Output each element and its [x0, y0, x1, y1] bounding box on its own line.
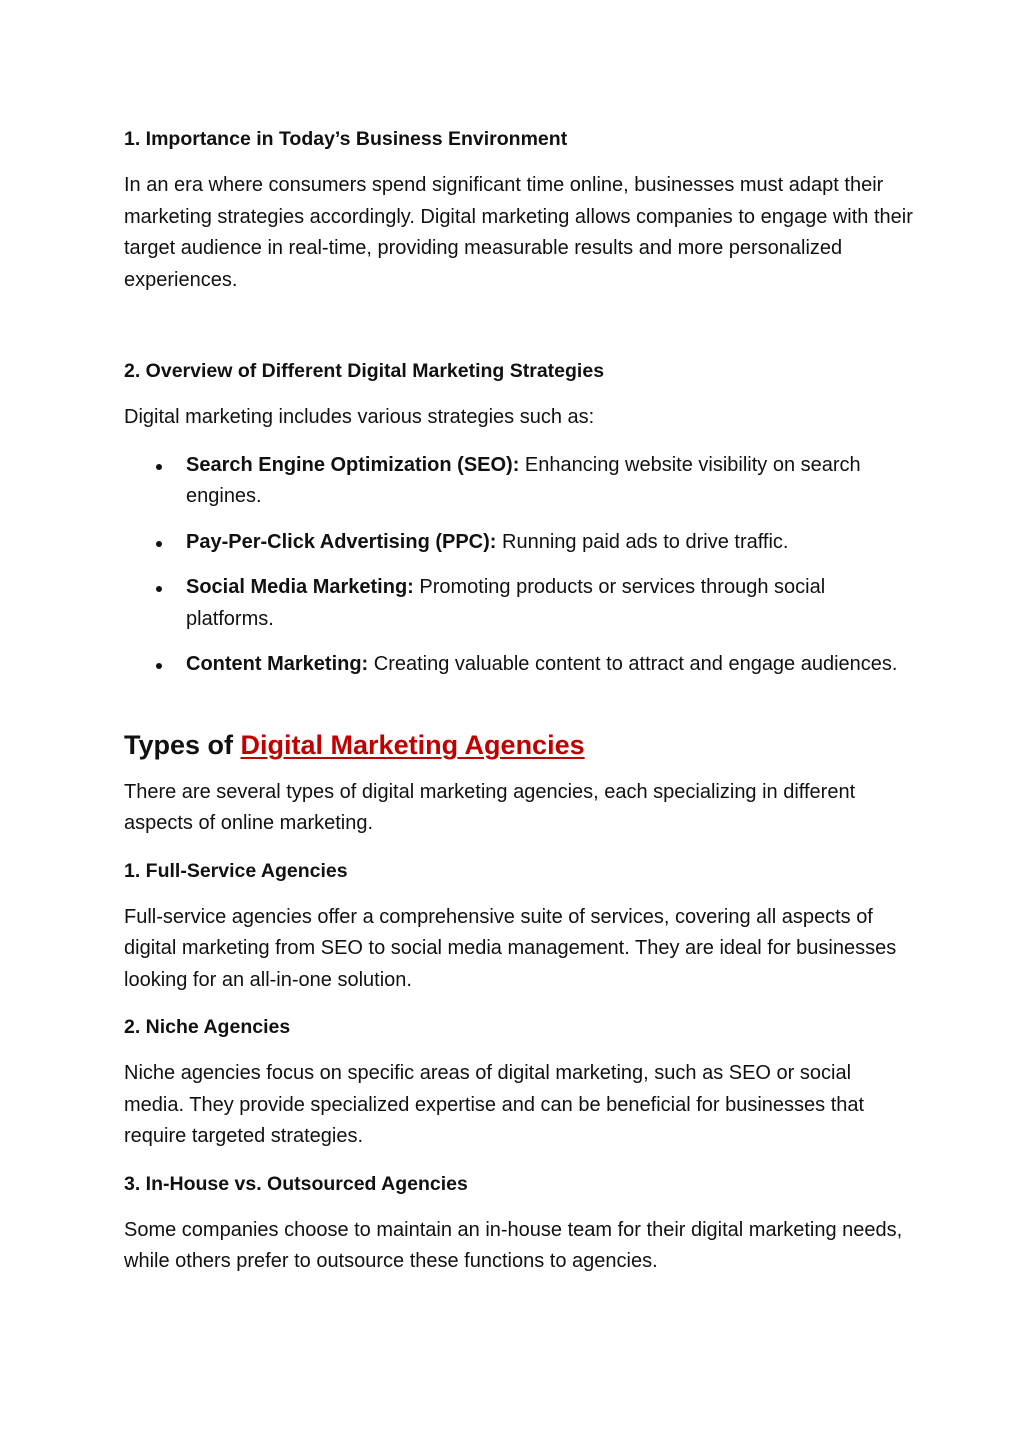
- list-item: [124, 450, 914, 513]
- strategy-list: [124, 450, 914, 681]
- full-service-heading: 1. Full-Service Agencies: [124, 859, 348, 882]
- bullet-icon: [156, 464, 162, 470]
- strategy-description: Running paid ads to drive traffic.: [496, 530, 789, 553]
- bullet-icon: [156, 663, 162, 669]
- overview-intro: Digital marketing includes various strategies such as:: [124, 406, 595, 428]
- strategy-term: Social Media Marketing:: [186, 576, 414, 598]
- inhouse-heading: 3. In-House vs. Outsourced Agencies: [124, 1172, 468, 1195]
- section-spacer: [124, 312, 914, 356]
- strategy-term: Pay-Per-Click Advertising (PPC):: [186, 530, 497, 553]
- agency-types-intro: There are several types of digital marketing agencies, each specializing in different aspects of online marketing.: [124, 780, 856, 834]
- bullet-icon: [156, 586, 162, 592]
- full-service-body: Full-service agencies offer a comprehensive suite of services, covering all aspects of digital marketing from SEO to social media management. They are ideal for businesses looking for an all-in-one solution.: [124, 905, 897, 991]
- agency-types-heading-prefix: Types of: [124, 729, 241, 760]
- niche-body: Niche agencies focus on specific areas of digital marketing, such as SEO or social media. They provide specialized expertise and can be beneficial for businesses that require targeted strategies.: [124, 1062, 865, 1147]
- bullet-icon: [156, 541, 162, 547]
- agency-types-heading: [124, 725, 914, 765]
- list-item: [124, 527, 914, 559]
- strategy-description: Promoting products or services through social platforms.: [186, 576, 826, 630]
- niche-heading: 2. Niche Agencies: [124, 1016, 291, 1038]
- list-item: [124, 572, 914, 635]
- importance-heading: 1. Importance in Today’s Business Environment: [124, 128, 568, 150]
- list-item: [124, 649, 914, 681]
- strategy-term: Content Marketing:: [186, 653, 369, 675]
- digital-marketing-agencies-link[interactable]: Digital Marketing Agencies: [240, 729, 585, 760]
- strategy-term: Search Engine Optimization (SEO):: [186, 453, 520, 476]
- document-page: [124, 124, 914, 1294]
- overview-heading: 2. Overview of Different Digital Marketing Strategies: [124, 360, 605, 382]
- strategy-description: Creating valuable content to attract and engage audiences.: [368, 653, 898, 675]
- importance-body: In an era where consumers spend significant time online, businesses must adapt their marketing strategies accordingly. Digital marketing allows companies to engage with their target audience in real-time, providing measurable results and more personalized experiences.: [124, 174, 913, 291]
- inhouse-body: Some companies choose to maintain an in-house team for their digital marketing needs, while others prefer to outsource these functions to agencies.: [124, 1218, 903, 1272]
- strategy-description: Enhancing website visibility on search engines.: [186, 453, 861, 507]
